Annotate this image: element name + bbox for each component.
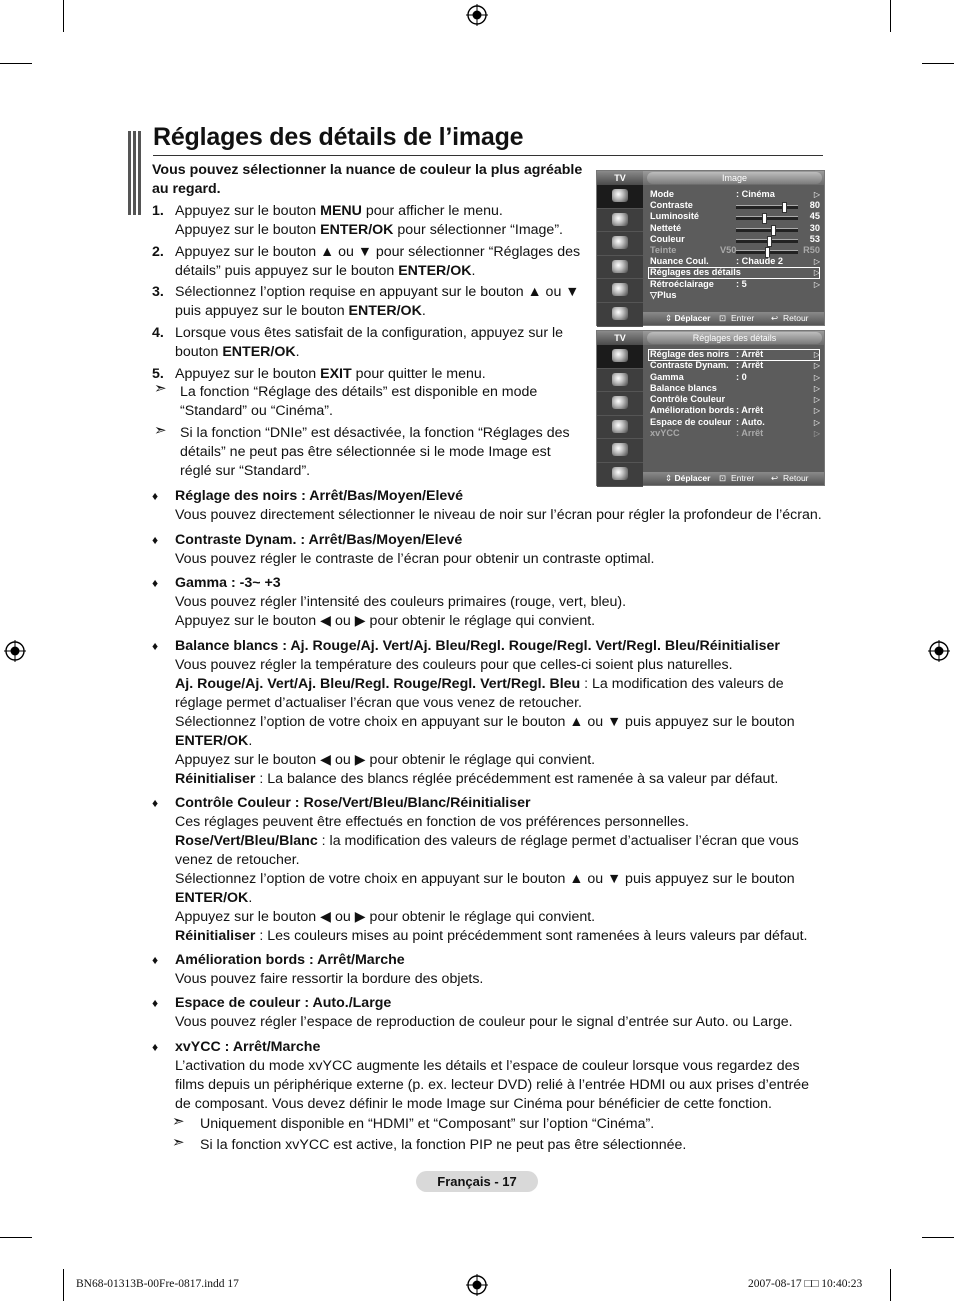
footer-back: Retour (783, 313, 809, 323)
menu-slider[interactable] (736, 239, 798, 243)
menu-row-number: 53 (809, 233, 820, 244)
section-heading: Balance blancs : Aj. Rouge/Aj. Vert/Aj. Bleu/Regl. Rouge/Regl. Vert/Regl. Bleu/Réinitialiser (175, 638, 780, 654)
section (175, 994, 825, 1032)
note-arrow-icon: ➣ (154, 380, 167, 397)
menu-row[interactable] (650, 245, 820, 256)
menu-row-label: ▽Plus (650, 289, 677, 300)
registration-mark-icon (4, 640, 26, 662)
footer-file-info: BN68-01313B-00Fre-0817.indd 17 (76, 1278, 239, 1290)
section-heading: Amélioration bords : Arrêt/Marche (175, 952, 405, 968)
menu-row-label: Mode (650, 189, 674, 199)
menu-row-number: 80 (809, 200, 820, 211)
menu-row[interactable] (650, 267, 820, 278)
menu-tv-label: TV (597, 331, 643, 345)
submenu-arrow-icon: ▷ (813, 279, 820, 289)
step-text: Sélectionnez l’option requise en appuyant sur le bouton ▲ ou ▼ puis appuyez sur le bouton ENTER/OK. (175, 284, 580, 319)
submenu-arrow-icon: ▷ (813, 372, 820, 382)
menu-row[interactable] (650, 211, 820, 222)
menu-row[interactable] (650, 234, 820, 245)
return-icon: ↩ (771, 313, 779, 323)
section (175, 574, 825, 631)
bullet-icon: ♦ (152, 576, 159, 590)
footer-enter: Entrer (731, 473, 755, 483)
section-heading: Contraste Dynam. : Arrêt/Bas/Moyen/Elevé (175, 532, 463, 548)
menu-row-value: : 5 (736, 278, 747, 289)
note-text: Uniquement disponible en “HDMI” et “Composant” sur l’option “Cinéma”. (200, 1116, 655, 1132)
menu-sidebar (597, 345, 643, 487)
menu-row-value: : 0 (736, 371, 747, 382)
menu-row-value: : Arrêt (736, 360, 764, 371)
application-icon[interactable] (597, 303, 643, 327)
step-number: 3. (152, 284, 164, 300)
bullet-icon: ♦ (152, 639, 159, 653)
step-number: 5. (152, 366, 164, 382)
menu-row-label: Contrôle Couleur (650, 394, 726, 405)
menu-row[interactable] (650, 360, 820, 371)
section-body: Vous pouvez directement sélectionner le niveau de noir sur l’écran pour régler la profondeur de l’écran. (175, 507, 822, 523)
title-divider (153, 155, 823, 156)
submenu-arrow-icon: ▷ (813, 190, 820, 199)
menu-row-label: Contraste Dynam. (650, 360, 729, 371)
note-arrow-icon: ➣ (172, 1134, 185, 1151)
note-arrow-icon: ➣ (172, 1113, 185, 1130)
menu-items (650, 189, 820, 301)
menu-row[interactable] (650, 428, 820, 439)
menu-row[interactable] (650, 290, 820, 301)
note-text: Si la fonction xvYCC est active, la fonction PIP ne peut pas être sélectionnée. (200, 1137, 687, 1153)
menu-row[interactable] (650, 417, 820, 428)
section-heading: Gamma : -3~ +3 (175, 575, 281, 591)
picture-icon[interactable] (597, 345, 643, 369)
section (175, 487, 825, 525)
menu-footer: ⇕ Déplacer ⊡ Entrer ↩ Retour (643, 312, 824, 325)
registration-mark-icon (928, 640, 950, 662)
title-decoration-bar (128, 131, 143, 215)
section-heading: xvYCC : Arrêt/Marche (175, 1039, 321, 1055)
menu-row-value: : Auto. (736, 416, 765, 427)
submenu-arrow-icon: ▷ (813, 361, 820, 371)
menu-row-value: : Cinéma (736, 189, 775, 199)
menu-footer: ⇕ Déplacer ⊡ Entrer ↩ Retour (643, 472, 824, 485)
step-number: 2. (152, 244, 164, 260)
tv-menu-detail-settings (596, 330, 825, 486)
page-number-badge: Français - 17 (416, 1171, 538, 1192)
menu-sidebar (597, 185, 643, 327)
menu-row[interactable] (650, 394, 820, 405)
section-body: Vous pouvez régler la température des couleurs pour que celles-ci soient plus naturelles. Aj. Rouge/Aj. Vert/Aj. Bleu/Regl. Rouge/Regl. Vert/Regl. Bleu : La modification des valeurs de réglage permet d’actualiser l’écran que vous venez de retoucher. Sélectionnez l’option de votre choix en appuyant sur le bouton ▲ ou ▼ puis appuyez sur le bouton ENTER/OK. Appuyez sur le bouton ◀ ou ▶ pour obtenir le réglage qui convient. Réinitialiser : La balance des blancs réglée précédemment est ramenée à sa valeur par défaut. (175, 657, 795, 787)
menu-row-value: : Arrêt (736, 428, 764, 439)
menu-row[interactable] (650, 279, 820, 290)
menu-row[interactable] (650, 372, 820, 383)
return-icon: ↩ (771, 473, 779, 483)
submenu-arrow-icon: ▷ (813, 383, 820, 393)
menu-row-label: Réglage des noirs (650, 349, 730, 359)
application-icon[interactable] (597, 463, 643, 487)
bullet-icon: ♦ (152, 796, 159, 810)
step-text: Lorsque vous êtes satisfait de la configuration, appuyez sur le bouton ENTER/OK. (175, 325, 564, 360)
menu-row[interactable] (650, 349, 820, 360)
menu-row-value: : Arrêt (736, 405, 764, 416)
submenu-arrow-icon: ▷ (813, 395, 820, 405)
section-body: Vous pouvez faire ressortir la bordure des objets. (175, 971, 484, 987)
step-text: Appuyez sur le bouton EXIT pour quitter le menu. (175, 366, 486, 382)
bullet-icon: ♦ (152, 489, 159, 503)
step-text: Appuyez sur le bouton MENU pour afficher le menu. Appuyez sur le bouton ENTER/OK pour sélectionner “Image”. (175, 203, 563, 238)
step-number: 1. (152, 203, 164, 219)
note-text: La fonction “Réglage des détails” est disponible en mode “Standard” ou “Cinéma”. (180, 384, 538, 419)
menu-row-label: Réglages des détails (650, 267, 741, 278)
section-heading: Contrôle Couleur : Rose/Vert/Bleu/Blanc/Réinitialiser (175, 795, 531, 811)
step-text: Appuyez sur le bouton ▲ ou ▼ pour sélectionner “Réglages des détails” puis appuyez sur le bouton ENTER/OK. (175, 244, 581, 279)
tv-menu-image (596, 170, 825, 326)
menu-row-label: Espace de couleur (650, 416, 732, 427)
section (175, 531, 825, 569)
section-body: L’activation du mode xvYCC augmente les détails et l’espace de couleur lorsque vous regardez des films depuis un périphérique externe (p. ex. lecteur DVD) relié à l’entrée HDMI ou aux prises d’entrée de composant. Vous devez définir le mode Image sur Cinéma pour bénéficier de cette fonction. (175, 1058, 810, 1112)
section (175, 1038, 825, 1114)
section (175, 951, 825, 989)
page-title: Réglages des détails de l’image (153, 123, 524, 151)
menu-slider[interactable] (736, 250, 798, 254)
section (175, 794, 825, 946)
enter-icon: ⊡ (719, 313, 727, 323)
menu-row[interactable] (650, 383, 820, 394)
footer-enter: Entrer (731, 313, 755, 323)
menu-header: Image (647, 172, 822, 184)
section-body: Vous pouvez régler l’intensité des couleurs primaires (rouge, vert, bleu). Appuyez sur le bouton ◀ ou ▶ pour obtenir le réglage qui convient. (175, 594, 627, 629)
setup-icon[interactable] (597, 256, 643, 280)
channel-icon[interactable] (597, 232, 643, 256)
footer-timestamp: 2007-08-17 □□ 10:40:23 (748, 1278, 863, 1290)
section-body: Vous pouvez régler l’espace de reproduction de couleur pour le signal d’entrée sur Auto. ou Large. (175, 1014, 793, 1030)
menu-row-label: Teinte (650, 244, 677, 255)
menu-items (650, 349, 820, 439)
input-icon[interactable] (597, 279, 643, 303)
submenu-arrow-icon: ▷ (813, 257, 820, 267)
footer-back: Retour (783, 473, 809, 483)
menu-row[interactable] (650, 405, 820, 416)
intro-text: Vous pouvez sélectionner la nuance de couleur la plus agréable au regard. (152, 162, 583, 197)
menu-row-label: xvYCC (650, 428, 680, 439)
section-body: Ces réglages peuvent être effectués en fonction de vos préférences personnelles. Rose/Vert/Bleu/Blanc : la modification des valeurs de réglage permet d’actualiser l’écran que vous venez de retoucher. Sélectionnez l’option de votre choix en appuyant sur le bouton ▲ ou ▼ puis appuyez sur le bouton ENTER/OK. Appuyez sur le bouton ◀ ou ▶ pour obtenir le réglage qui convient. Réinitialiser : Les couleurs mises au point précédemment sont ramenées à leurs valeurs par défaut. (175, 814, 808, 944)
bullet-icon: ♦ (152, 1040, 159, 1054)
menu-row-label: Gamma (650, 371, 684, 382)
footer-move: Déplacer (674, 473, 711, 483)
menu-row-label: Rétroéclairage (650, 278, 714, 289)
submenu-arrow-icon: ▷ (813, 268, 820, 278)
menu-header: Réglages des détails (647, 332, 822, 344)
bullet-icon: ♦ (152, 996, 159, 1010)
menu-row[interactable] (650, 223, 820, 234)
submenu-arrow-icon: ▷ (813, 406, 820, 416)
section-heading: Espace de couleur : Auto./Large (175, 995, 392, 1011)
note-arrow-icon: ➣ (154, 422, 167, 439)
menu-row-value: V50 (720, 244, 737, 255)
menu-row-label: Luminosité (650, 211, 700, 222)
sound-icon[interactable] (597, 209, 643, 233)
menu-row-label: Couleur (650, 233, 685, 244)
menu-row[interactable] (650, 200, 820, 211)
menu-row-label: Balance blancs (650, 382, 717, 393)
menu-row-label: Nuance Coul. (650, 256, 709, 267)
picture-icon[interactable] (597, 185, 643, 209)
menu-row-number: R50 (803, 244, 820, 255)
menu-row-label: Amélioration bords (650, 405, 735, 416)
menu-slider[interactable] (736, 228, 798, 232)
section (175, 637, 825, 789)
registration-mark-icon (466, 1274, 488, 1296)
menu-row-number: 30 (809, 222, 820, 233)
setup-icon[interactable] (597, 416, 643, 440)
registration-mark-icon (466, 4, 488, 26)
submenu-arrow-icon: ▷ (813, 417, 820, 427)
menu-row[interactable] (650, 189, 820, 200)
step-number: 4. (152, 325, 164, 341)
section-body: Vous pouvez régler le contraste de l’écran pour obtenir un contraste optimal. (175, 551, 655, 567)
menu-row-label: Netteté (650, 222, 682, 233)
menu-row[interactable] (650, 256, 820, 267)
menu-row-value: : Arrêt (736, 349, 764, 359)
menu-row-label: Contraste (650, 200, 693, 211)
section-heading: Réglage des noirs : Arrêt/Bas/Moyen/Elevé (175, 488, 464, 504)
menu-slider[interactable] (736, 216, 798, 220)
channel-icon[interactable] (597, 392, 643, 416)
footer-move: Déplacer (674, 313, 711, 323)
menu-row-value: : Chaude 2 (736, 256, 783, 267)
menu-tv-label: TV (597, 171, 643, 185)
bullet-icon: ♦ (152, 953, 159, 967)
menu-row-number: 45 (809, 211, 820, 222)
enter-icon: ⊡ (719, 473, 727, 483)
bullet-icon: ♦ (152, 533, 159, 547)
menu-slider[interactable] (736, 205, 798, 209)
note-text: Si la fonction “DNIe” est désactivée, la fonction “Réglages des détails” ne peut pas être sélectionnée si le mode Image est réglé sur “Standard”. (180, 425, 570, 479)
sound-icon[interactable] (597, 369, 643, 393)
input-icon[interactable] (597, 439, 643, 463)
submenu-arrow-icon: ▷ (813, 350, 820, 359)
submenu-arrow-icon: ▷ (813, 429, 820, 439)
